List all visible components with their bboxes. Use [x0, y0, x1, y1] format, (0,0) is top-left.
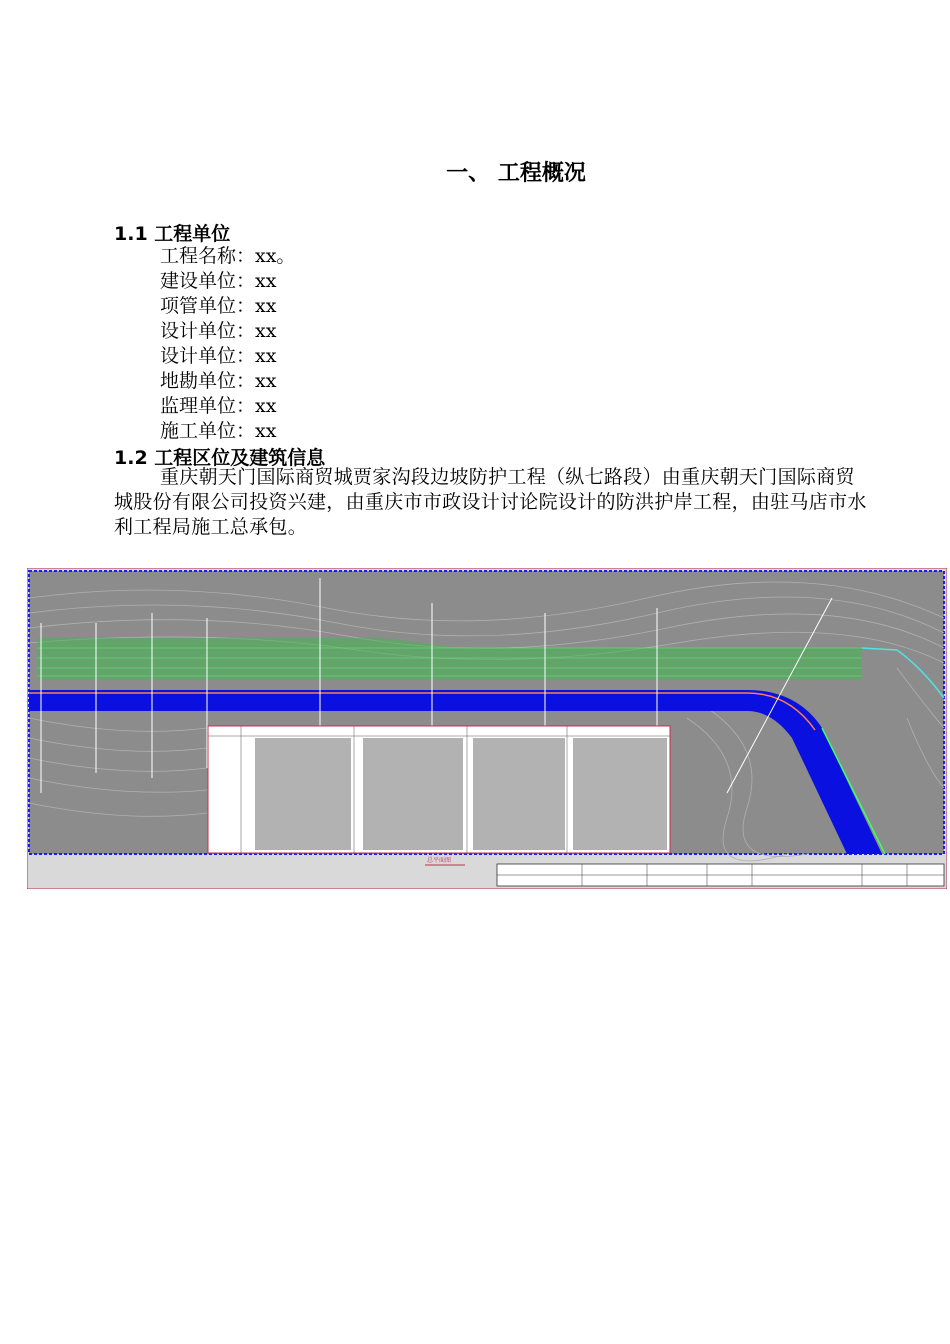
unit-line: 施工单位：xx [160, 420, 277, 442]
unit-line: 设计单位：xx [160, 345, 277, 367]
unit-line: 项管单位：xx [160, 295, 277, 317]
unit-line: 地勘单位：xx [160, 370, 277, 392]
site-plan-svg [27, 568, 947, 889]
unit-line: 建设单位：xx [160, 270, 277, 292]
section-1-heading: 1.1 工程单位 [114, 223, 231, 245]
page-title: 一、 工程概况 [446, 161, 586, 186]
section-2-heading: 1.2 工程区位及建筑信息 [114, 447, 326, 469]
unit-line: 监理单位：xx [160, 395, 277, 417]
site-plan-drawing [27, 568, 947, 889]
unit-line: 工程名称：xx。 [160, 245, 296, 267]
unit-line: 设计单位：xx [160, 320, 277, 342]
project-description: 重庆朝天门国际商贸城贾家沟段边坡防护工程（纵七路段）由重庆朝天门国际商贸城股份有限公司投资兴建，由重庆市市政设计讨论院设计的防洪护岸工程，由驻马店市水利工程局施工总承包。 [114, 466, 867, 538]
table-rows [255, 738, 667, 850]
drawing-caption: 总平面图 [427, 857, 452, 864]
